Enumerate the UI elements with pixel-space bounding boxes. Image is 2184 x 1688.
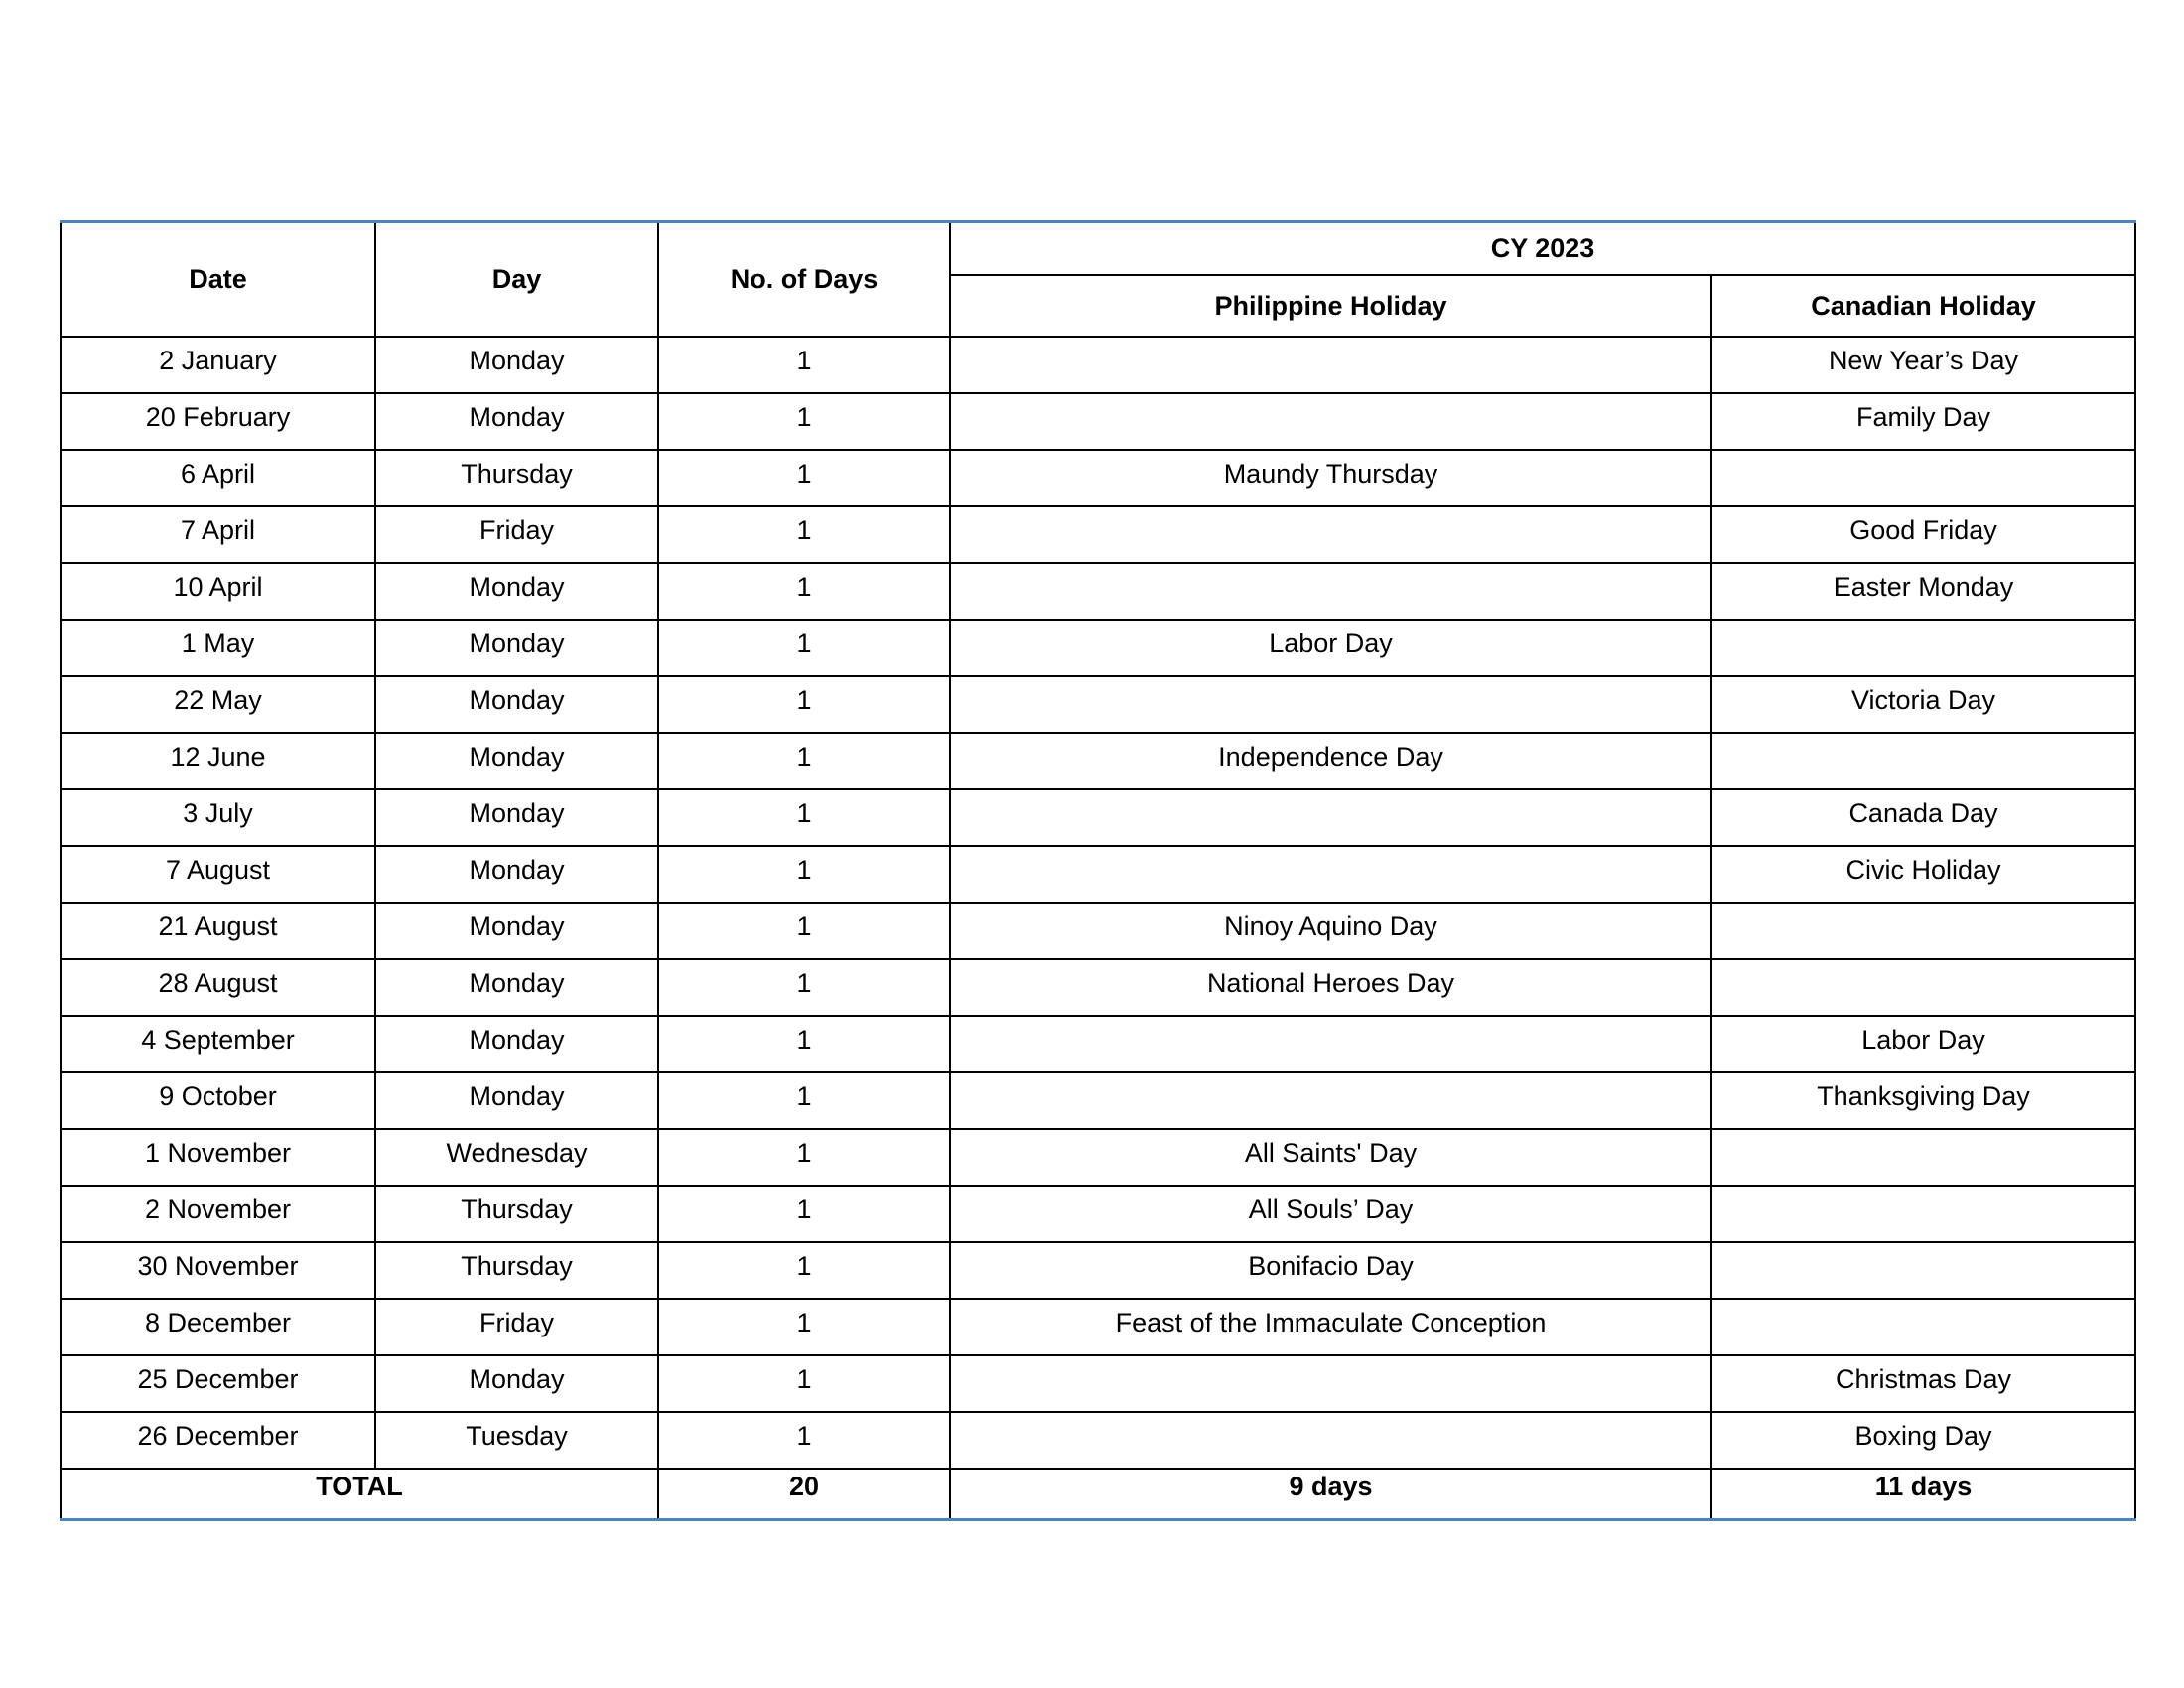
cell-philippine-holiday: National Heroes Day — [950, 959, 1711, 1016]
cell-canadian-holiday — [1711, 1299, 2135, 1355]
cell-philippine-holiday: Bonifacio Day — [950, 1242, 1711, 1299]
total-row — [61, 1469, 2135, 1520]
table-row — [61, 506, 2135, 563]
header-group-cy: CY 2023 — [950, 222, 2135, 275]
cell-day: Monday — [375, 846, 658, 903]
cell-day: Monday — [375, 620, 658, 676]
cell-date: 7 August — [61, 846, 375, 903]
cell-canadian-holiday — [1711, 1186, 2135, 1242]
cell-canadian-holiday: Christmas Day — [1711, 1355, 2135, 1412]
cell-num-days: 1 — [658, 846, 950, 903]
cell-num-days: 1 — [658, 1072, 950, 1129]
table-row — [61, 959, 2135, 1016]
cell-num-days: 1 — [658, 337, 950, 393]
cell-philippine-holiday — [950, 563, 1711, 620]
cell-day: Friday — [375, 506, 658, 563]
table-row — [61, 1129, 2135, 1186]
table-row — [61, 1186, 2135, 1242]
table-body — [61, 337, 2135, 1469]
cell-date: 21 August — [61, 903, 375, 959]
cell-philippine-holiday: Maundy Thursday — [950, 450, 1711, 506]
cell-day: Monday — [375, 1016, 658, 1072]
cell-day: Thursday — [375, 450, 658, 506]
cell-day: Monday — [375, 1355, 658, 1412]
cell-philippine-holiday — [950, 337, 1711, 393]
cell-day: Monday — [375, 676, 658, 733]
cell-date: 4 September — [61, 1016, 375, 1072]
table-row — [61, 1299, 2135, 1355]
cell-num-days: 1 — [658, 1412, 950, 1469]
cell-date: 2 November — [61, 1186, 375, 1242]
header-row-group — [61, 222, 2135, 275]
cell-date: 25 December — [61, 1355, 375, 1412]
cell-canadian-holiday — [1711, 1129, 2135, 1186]
total-label: TOTAL — [61, 1469, 658, 1520]
cell-day: Monday — [375, 733, 658, 789]
header-day: Day — [375, 222, 658, 337]
cell-num-days: 1 — [658, 1016, 950, 1072]
cell-day: Monday — [375, 337, 658, 393]
table-row — [61, 789, 2135, 846]
table-row — [61, 1072, 2135, 1129]
cell-canadian-holiday: New Year’s Day — [1711, 337, 2135, 393]
cell-num-days: 1 — [658, 563, 950, 620]
cell-date: 30 November — [61, 1242, 375, 1299]
cell-philippine-holiday — [950, 1355, 1711, 1412]
cell-canadian-holiday: Good Friday — [1711, 506, 2135, 563]
cell-num-days: 1 — [658, 1299, 950, 1355]
cell-day: Tuesday — [375, 1412, 658, 1469]
cell-date: 26 December — [61, 1412, 375, 1469]
cell-num-days: 1 — [658, 733, 950, 789]
table-row — [61, 620, 2135, 676]
cell-canadian-holiday — [1711, 733, 2135, 789]
cell-date: 9 October — [61, 1072, 375, 1129]
cell-philippine-holiday — [950, 1412, 1711, 1469]
cell-canadian-holiday: Boxing Day — [1711, 1412, 2135, 1469]
table-row — [61, 846, 2135, 903]
cell-date: 8 December — [61, 1299, 375, 1355]
total-num-days: 20 — [658, 1469, 950, 1520]
cell-canadian-holiday: Thanksgiving Day — [1711, 1072, 2135, 1129]
cell-num-days: 1 — [658, 450, 950, 506]
cell-canadian-holiday: Civic Holiday — [1711, 846, 2135, 903]
table-row — [61, 733, 2135, 789]
total-philippine: 9 days — [950, 1469, 1711, 1520]
cell-date: 1 May — [61, 620, 375, 676]
table-row — [61, 1412, 2135, 1469]
cell-day: Thursday — [375, 1242, 658, 1299]
table-row — [61, 1242, 2135, 1299]
cell-day: Monday — [375, 1072, 658, 1129]
cell-philippine-holiday — [950, 1016, 1711, 1072]
cell-day: Monday — [375, 393, 658, 450]
cell-num-days: 1 — [658, 676, 950, 733]
cell-day: Monday — [375, 563, 658, 620]
cell-day: Wednesday — [375, 1129, 658, 1186]
cell-date: 1 November — [61, 1129, 375, 1186]
table-row — [61, 1016, 2135, 1072]
table-row — [61, 337, 2135, 393]
cell-philippine-holiday — [950, 676, 1711, 733]
cell-num-days: 1 — [658, 1355, 950, 1412]
cell-num-days: 1 — [658, 620, 950, 676]
cell-date: 12 June — [61, 733, 375, 789]
header-num-days: No. of Days — [658, 222, 950, 337]
cell-date: 2 January — [61, 337, 375, 393]
cell-num-days: 1 — [658, 959, 950, 1016]
cell-philippine-holiday: All Saints' Day — [950, 1129, 1711, 1186]
cell-num-days: 1 — [658, 789, 950, 846]
cell-canadian-holiday: Labor Day — [1711, 1016, 2135, 1072]
total-canadian: 11 days — [1711, 1469, 2135, 1520]
header-philippine-holiday: Philippine Holiday — [950, 275, 1711, 337]
cell-canadian-holiday: Victoria Day — [1711, 676, 2135, 733]
header-date: Date — [61, 222, 375, 337]
cell-philippine-holiday — [950, 846, 1711, 903]
cell-day: Monday — [375, 903, 658, 959]
cell-canadian-holiday: Family Day — [1711, 393, 2135, 450]
cell-philippine-holiday — [950, 1072, 1711, 1129]
cell-day: Monday — [375, 959, 658, 1016]
cell-philippine-holiday: Independence Day — [950, 733, 1711, 789]
cell-num-days: 1 — [658, 393, 950, 450]
cell-date: 10 April — [61, 563, 375, 620]
cell-philippine-holiday — [950, 506, 1711, 563]
cell-canadian-holiday — [1711, 959, 2135, 1016]
cell-canadian-holiday — [1711, 903, 2135, 959]
table-row — [61, 563, 2135, 620]
cell-canadian-holiday — [1711, 620, 2135, 676]
cell-date: 28 August — [61, 959, 375, 1016]
cell-philippine-holiday — [950, 789, 1711, 846]
cell-canadian-holiday — [1711, 450, 2135, 506]
table-row — [61, 903, 2135, 959]
cell-day: Monday — [375, 789, 658, 846]
cell-date: 3 July — [61, 789, 375, 846]
cell-canadian-holiday — [1711, 1242, 2135, 1299]
cell-num-days: 1 — [658, 506, 950, 563]
table-row — [61, 450, 2135, 506]
table-row — [61, 1355, 2135, 1412]
cell-num-days: 1 — [658, 1242, 950, 1299]
cell-philippine-holiday — [950, 393, 1711, 450]
cell-date: 22 May — [61, 676, 375, 733]
cell-philippine-holiday: Feast of the Immaculate Conception — [950, 1299, 1711, 1355]
cell-day: Friday — [375, 1299, 658, 1355]
cell-num-days: 1 — [658, 903, 950, 959]
cell-canadian-holiday: Canada Day — [1711, 789, 2135, 846]
header-canadian-holiday: Canadian Holiday — [1711, 275, 2135, 337]
cell-philippine-holiday: Ninoy Aquino Day — [950, 903, 1711, 959]
cell-num-days: 1 — [658, 1186, 950, 1242]
cell-date: 7 April — [61, 506, 375, 563]
cell-num-days: 1 — [658, 1129, 950, 1186]
cell-philippine-holiday: Labor Day — [950, 620, 1711, 676]
table-row — [61, 393, 2135, 450]
table-row — [61, 676, 2135, 733]
holiday-table — [60, 220, 2136, 1521]
cell-philippine-holiday: All Souls’ Day — [950, 1186, 1711, 1242]
cell-date: 6 April — [61, 450, 375, 506]
cell-date: 20 February — [61, 393, 375, 450]
cell-canadian-holiday: Easter Monday — [1711, 563, 2135, 620]
cell-day: Thursday — [375, 1186, 658, 1242]
